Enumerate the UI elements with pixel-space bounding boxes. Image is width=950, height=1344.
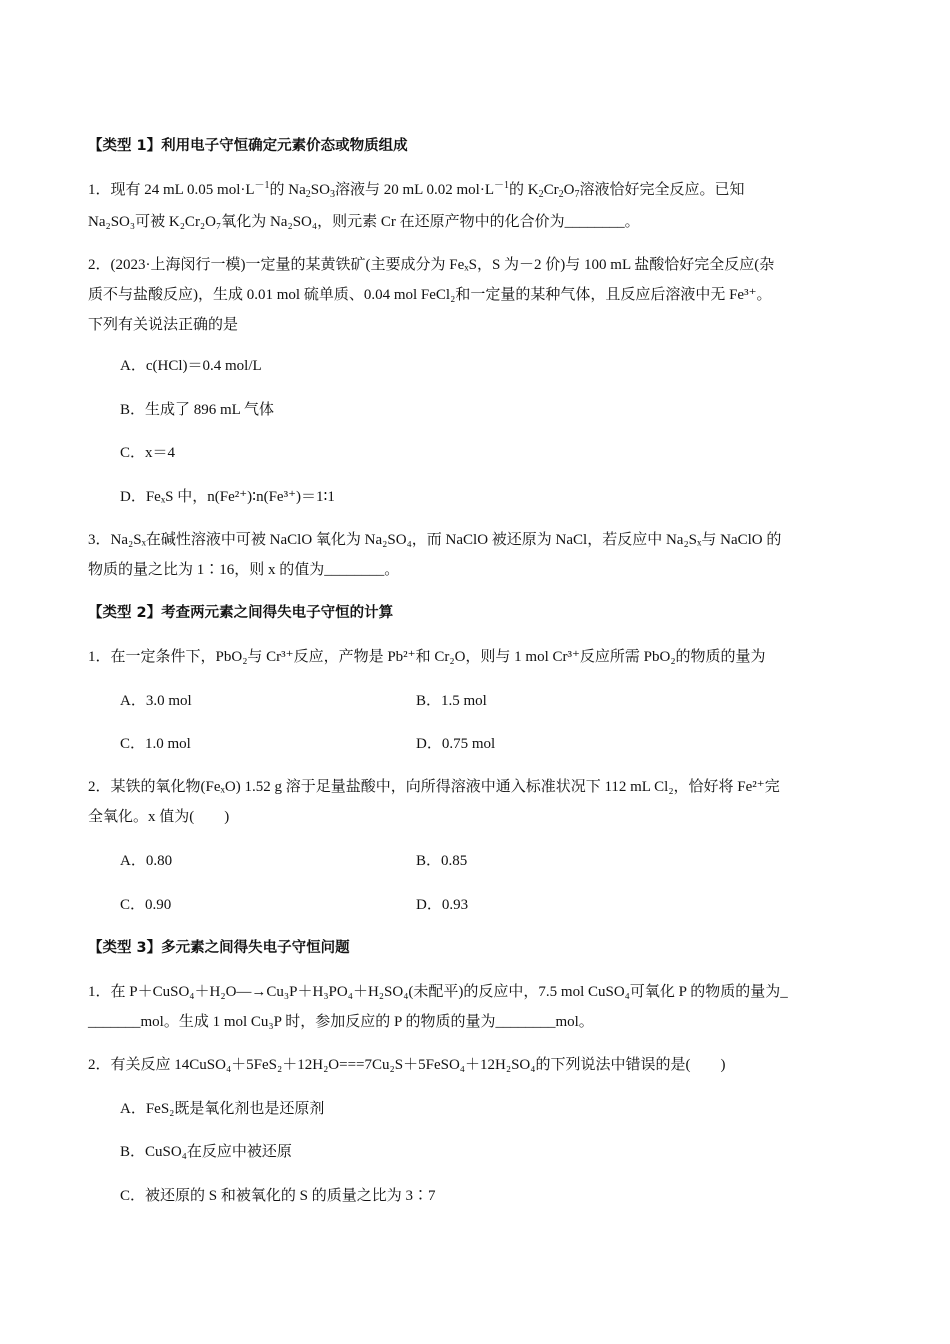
s3-q2-option-c[interactable]: C．被还原的 S 和被氧化的 S 的质量之比为 3∶7 (120, 1188, 436, 1204)
s2-q2-line2: 全氧化。x 值为( ) (88, 809, 230, 825)
s1-q3-line2: 物质的量之比为 1∶16，则 x 的值为________。 (88, 562, 400, 578)
s1-q1-line2: Na₂SO₃可被 K₂Cr₂O₇氧化为 Na₂SO₄，则元素 Cr 在还原产物中的化合价为________。 (88, 214, 640, 230)
section-heading-3: 【类型 3】多元素之间得失电子守恒问题 (88, 940, 350, 956)
s1-q2-line3: 下列有关说法正确的是 (88, 317, 239, 333)
s2-q2-option-d[interactable]: D．0.93 (416, 897, 469, 913)
s1-q2-option-d[interactable]: D．FeₓS 中，n(Fe²⁺)∶n(Fe³⁺)＝1∶1 (120, 489, 335, 505)
s3-q1-line2: _______mol。生成 1 mol Cu₃P 时，参加反应的 P 的物质的量为________mol。 (88, 1014, 594, 1030)
s2-q2-option-b[interactable]: B．0.85 (416, 853, 468, 869)
section-heading-1: 【类型 1】利用电子守恒确定元素价态或物质组成 (88, 138, 408, 154)
s1-q2-line2: 质不与盐酸反应)，生成 0.01 mol 硫单质、0.04 mol FeCl₂和一定量的某种气体，且反应后溶液中无 Fe³⁺。 (88, 287, 772, 303)
s3-q2-line1: 2．有关反应 14CuSO₄＋5FeS₂＋12H₂O===7Cu₂S＋5FeSO₄＋12H₂SO₄的下列说法中错误的是( ) (88, 1057, 726, 1073)
s2-q2-option-a[interactable]: A．0.80 (120, 853, 173, 869)
s2-q1-option-b[interactable]: B．1.5 mol (416, 693, 487, 709)
s1-q3-line1: 3．Na₂Sₓ在碱性溶液中可被 NaClO 氧化为 Na₂SO₄，而 NaClO 被还原为 NaCl，若反应中 Na₂Sₓ与 NaClO 的 (88, 532, 782, 548)
s2-q2-option-c[interactable]: C．0.90 (120, 897, 172, 913)
s2-q1-line1: 1．在一定条件下，PbO₂与 Cr³⁺反应，产物是 Pb²⁺和 Cr₂O，则与 1 mol Cr³⁺反应所需 PbO₂的物质的量为 (88, 649, 766, 665)
s2-q2-line1: 2．某铁的氧化物(FeₓO) 1.52 g 溶于足量盐酸中，向所得溶液中通入标准状况下 112 mL Cl₂，恰好将 Fe²⁺完 (88, 779, 780, 795)
s2-q1-option-c[interactable]: C．1.0 mol (120, 736, 191, 752)
s3-q2-option-a[interactable]: A．FeS₂既是氧化剂也是还原剂 (120, 1101, 325, 1117)
section-heading-2: 【类型 2】考查两元素之间得失电子守恒的计算 (88, 605, 394, 621)
s1-q2-line1: 2．(2023·上海闵行一模)一定量的某黄铁矿(主要成分为 FeₓS，S 为－2 价)与 100 mL 盐酸恰好完全反应(杂 (88, 257, 775, 273)
s2-q1-option-d[interactable]: D．0.75 mol (416, 736, 496, 752)
s1-q2-option-a[interactable]: A．c(HCl)＝0.4 mol/L (120, 358, 262, 374)
s2-q1-option-a[interactable]: A．3.0 mol (120, 693, 192, 709)
s1-q2-option-c[interactable]: C．x＝4 (120, 445, 176, 461)
s3-q2-option-b[interactable]: B．CuSO₄在反应中被还原 (120, 1144, 292, 1160)
s3-q1-line1: 1．在 P＋CuSO₄＋H₂O—→Cu₃P＋H₃PO₄＋H₂SO₄(未配平)的反应中，7.5 mol CuSO₄可氧化 P 的物质的量为_ (88, 984, 788, 1000)
s1-q1-line1: 1．现有 24 mL 0.05 $mol\cdot L^{-1}$的 $Na_2SO_3$溶液与 20 mL 0.02 $mol\cdot L^{-1}$的 $K_2Cr_2O_7$溶液恰好完全反应。已知 (88, 180, 745, 200)
s1-q2-option-b[interactable]: B．生成了 896 mL 气体 (120, 402, 275, 418)
